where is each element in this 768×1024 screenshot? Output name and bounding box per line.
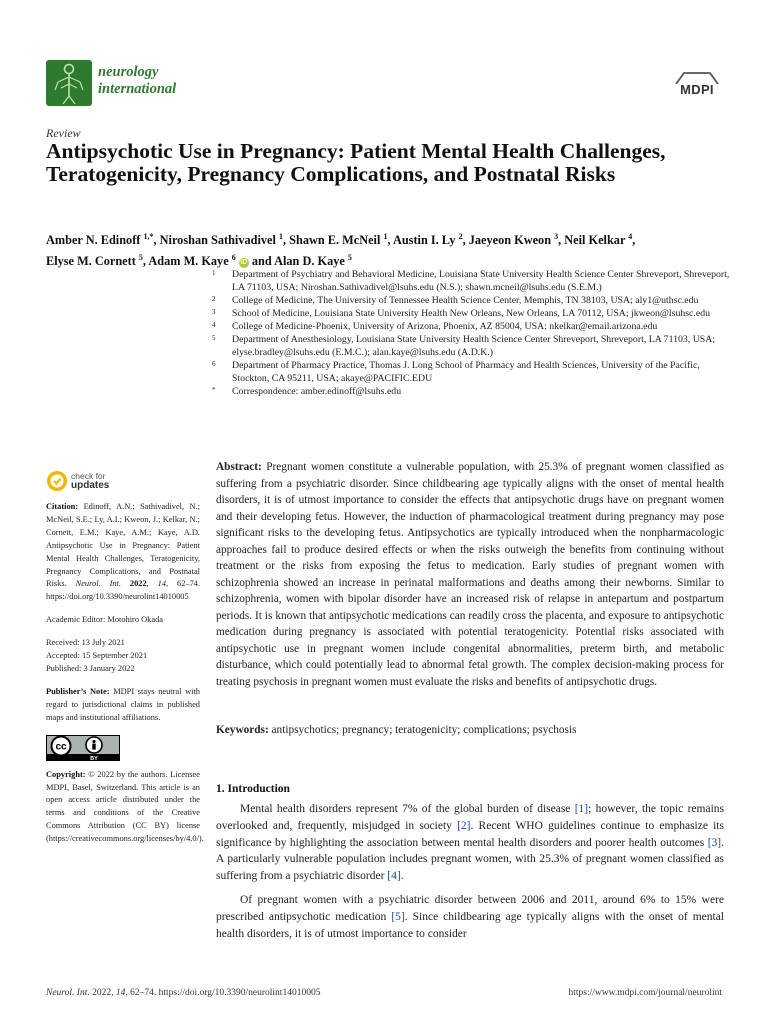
citation: Citation: Edinoff, A.N.; Sathivadivel, N.; McNeil, S.E.; Ly, A.I.; Kweon, J.; Kelkar, N.; Cornett, E.M.; Kaye, A.M.; Kaye, A.D. Antipsychotic Use in Pregnancy: Patient Mental Health Challenges, Teratogenicity, Pregnancy Complications, and Postnatal Risks. Neurol. Int. 2022, 14, 62–74. https://doi.org/10.3390/neurolint14010005 bbox=[46, 502, 201, 602]
citation-link[interactable]: [4] bbox=[387, 870, 401, 883]
check-for-updates-badge[interactable] bbox=[46, 470, 200, 492]
author: Neil Kelkar $^4$, bbox=[564, 232, 636, 248]
publisher-note: Publisher’s Note: MDPI stays neutral with regard to jurisdictional claims in published maps and institutional affiliations. bbox=[46, 686, 200, 722]
intro-paragraph-2: Of pregnant women with a psychiatric disorder between 2006 and 2011, around 6% to 15% were prescribed antipsychotic medication [5]. Since childbearing age typically aligns with the onset of mental health disorders, it is of utmost importance to consider bbox=[216, 894, 724, 940]
check-updates-label: check for bbox=[71, 471, 106, 481]
abstract-text: Pregnant women constitute a vulnerable population, with 25.3% of pregnant women classified as suffering from a psychiatric disorder. Since childbearing age typically aligns with the onset of mental health disorders, it is of utmost importance to consider the effects that antipsychotic drugs have on pregnant women and their developing fetus. However, the induction of pharmacological treatment during pregnancy may pose significant risks to the developing fetus. Antipsychotics are typically introduced when the nonpharmacologic approaches fail to produce desired effects or when the risks outweigh the benefits from continuing without treatment or the risks from exposing the fetus to medication. Early studies of pregnant women with schizophrenia showed an increase in perinatal malformations and deaths among their newborns. Similar to schizophrenia, women with bipolar disorder have an increased risk of relapse in antepartum and postpartum periods. It is known that antipsychotic medications can readily cross the placenta, and exposure to antipsychotic medication during pregnancy is associated with potential teratogenicity. Potential risks associated with antipsychotic use in pregnant women include congenital abnormalities, preterm birth, and metabolic disturbance, which could potentially lead to abnormal fetal growth. The complex decision-making process for treating psychosis in pregnant women must evaluate the risks and benefits of antipsychotic drugs. bbox=[216, 461, 724, 688]
citation-doi[interactable]: 62–74. https://doi.org/10.3390/neurolint14010005 bbox=[46, 579, 201, 602]
published-date: Published: 3 January 2022 bbox=[46, 663, 135, 673]
page-footer bbox=[46, 988, 722, 998]
author: Niroshan Sathivadivel $^1$, bbox=[159, 232, 290, 248]
affiliation: 2 College of Medicine, The University of Tennessee Health Science Center, Memphis, TN 38103, USA; aly1@uthsc.edu bbox=[212, 295, 699, 306]
affiliation: 5 Department of Anesthesiology, Louisiana State University Health Science Center Shreveport, Shreveport, LA 71103, USA; elyse.bradley@lsuhs.edu (E.M.C.); alan.kaye@lsuhs.edu (A.D.K.) bbox=[212, 334, 716, 358]
footer-journal-url[interactable]: https://www.mdpi.com/journal/neurolint bbox=[568, 988, 722, 998]
affiliations bbox=[212, 268, 732, 398]
author-line-1 bbox=[46, 228, 736, 249]
orcid-icon[interactable]: iD bbox=[240, 259, 248, 267]
svg-text:cc: cc bbox=[55, 741, 67, 753]
journal-name-line1: neurology bbox=[98, 64, 159, 80]
footer-citation: Neurol. Int. 2022, 14, 62–74. https://doi.org/10.3390/neurolint14010005 bbox=[46, 988, 321, 998]
author: Elyse M. Cornett $^5$, bbox=[46, 253, 149, 269]
affiliation: 3 School of Medicine, Louisiana State University Health New Orleans, New Orleans, LA 70112, USA; jkweon@lsuhsc.edu bbox=[212, 308, 710, 319]
citation-link[interactable]: [5] bbox=[391, 910, 405, 923]
author-list bbox=[46, 228, 736, 270]
affiliation: 6 Department of Pharmacy Practice, Thomas J. Long School of Pharmacy and Health Sciences, University of the Pacific, Stockton, CA 95211, USA; akaye@PACIFIC.EDU bbox=[212, 360, 700, 384]
article-title: Antipsychotic Use in Pregnancy: Patient Mental Health Challenges, Teratogenicity, Pregnancy Complications, and Postnatal Risks bbox=[46, 139, 666, 186]
journal-logo bbox=[46, 60, 176, 106]
check-updates-icon bbox=[46, 470, 68, 492]
author: Adam M. Kaye $^6$ bbox=[148, 253, 236, 269]
correspondence: * Correspondence: amber.edinoff@lsuhs.edu bbox=[212, 386, 402, 397]
citation-link[interactable]: [3] bbox=[707, 836, 722, 849]
check-updates-label-bold: updates bbox=[71, 480, 110, 491]
journal-name-line2: international bbox=[98, 81, 177, 97]
publisher-name: MDPI bbox=[680, 82, 714, 97]
article-info-sidebar bbox=[46, 470, 204, 856]
author: Shawn E. McNeil $^1$, bbox=[289, 232, 393, 248]
citation-link[interactable]: [2] bbox=[457, 819, 471, 832]
copyright: Copyright: © 2022 by the authors. Licensee MDPI, Basel, Switzerland. This article is an open access article distributed under the terms and conditions of the Creative Commons Attribution (CC BY) license (https://creativecommons.org/licenses/by/4.0/). bbox=[46, 769, 204, 844]
nervous-system-icon bbox=[46, 60, 92, 106]
accepted-date: Accepted: 15 September 2021 bbox=[46, 651, 148, 661]
received-date: Received: 13 July 2021 bbox=[46, 638, 125, 648]
academic-editor: Academic Editor: Motohiro Okada bbox=[46, 615, 163, 625]
author: and Alan D. Kaye $^5$ bbox=[251, 253, 352, 269]
keywords bbox=[216, 722, 724, 739]
abstract-label: Abstract: bbox=[216, 461, 262, 473]
section-heading-introduction: 1. Introduction bbox=[216, 783, 290, 795]
article-type: Review bbox=[46, 126, 81, 140]
affiliation: 1 Department of Psychiatry and Behavioral Medicine, Louisiana State University Health Science Center Shreveport, Shreveport, LA 71103, USA; Niroshan.Sathivadivel@lsuhs.edu (N.S.); shawn.mcneil@lsuhs.edu (S.E.M.) bbox=[212, 269, 730, 293]
citation-link[interactable]: [1] bbox=[574, 803, 589, 815]
author: Amber N. Edinoff $^{1,*}$, bbox=[46, 232, 160, 248]
author: Jaeyeon Kweon $^3$, bbox=[468, 232, 565, 248]
abstract bbox=[216, 459, 724, 690]
keywords-text: antipsychotics; pregnancy; teratogenicity; complications; psychosis bbox=[271, 724, 577, 736]
affiliation: 4 College of Medicine-Phoenix, University of Arizona, Phoenix, AZ 85004, USA; nkelkar@email.arizona.edu bbox=[212, 321, 658, 332]
author: Austin I. Ly $^2$, bbox=[392, 232, 469, 248]
cc-by-label: BY bbox=[90, 755, 98, 761]
keywords-label: Keywords: bbox=[216, 724, 269, 736]
cc-by-license-icon[interactable] bbox=[46, 735, 120, 761]
publisher-logo bbox=[672, 70, 722, 97]
intro-paragraph-1: Mental health disorders represent 7% of the global burden of disease [1]; however, the topic remains overlooked and, frequently, misjudged in society [2]. Recent WHO guidelines continue to emphasize its significance by highlighting the association between mental health disorders and poorer health outcomes [3]. A particularly vulnerable population includes pregnant women, with 25.3% of pregnant women classified as suffering from a psychiatric disorder [4]. bbox=[216, 803, 724, 883]
